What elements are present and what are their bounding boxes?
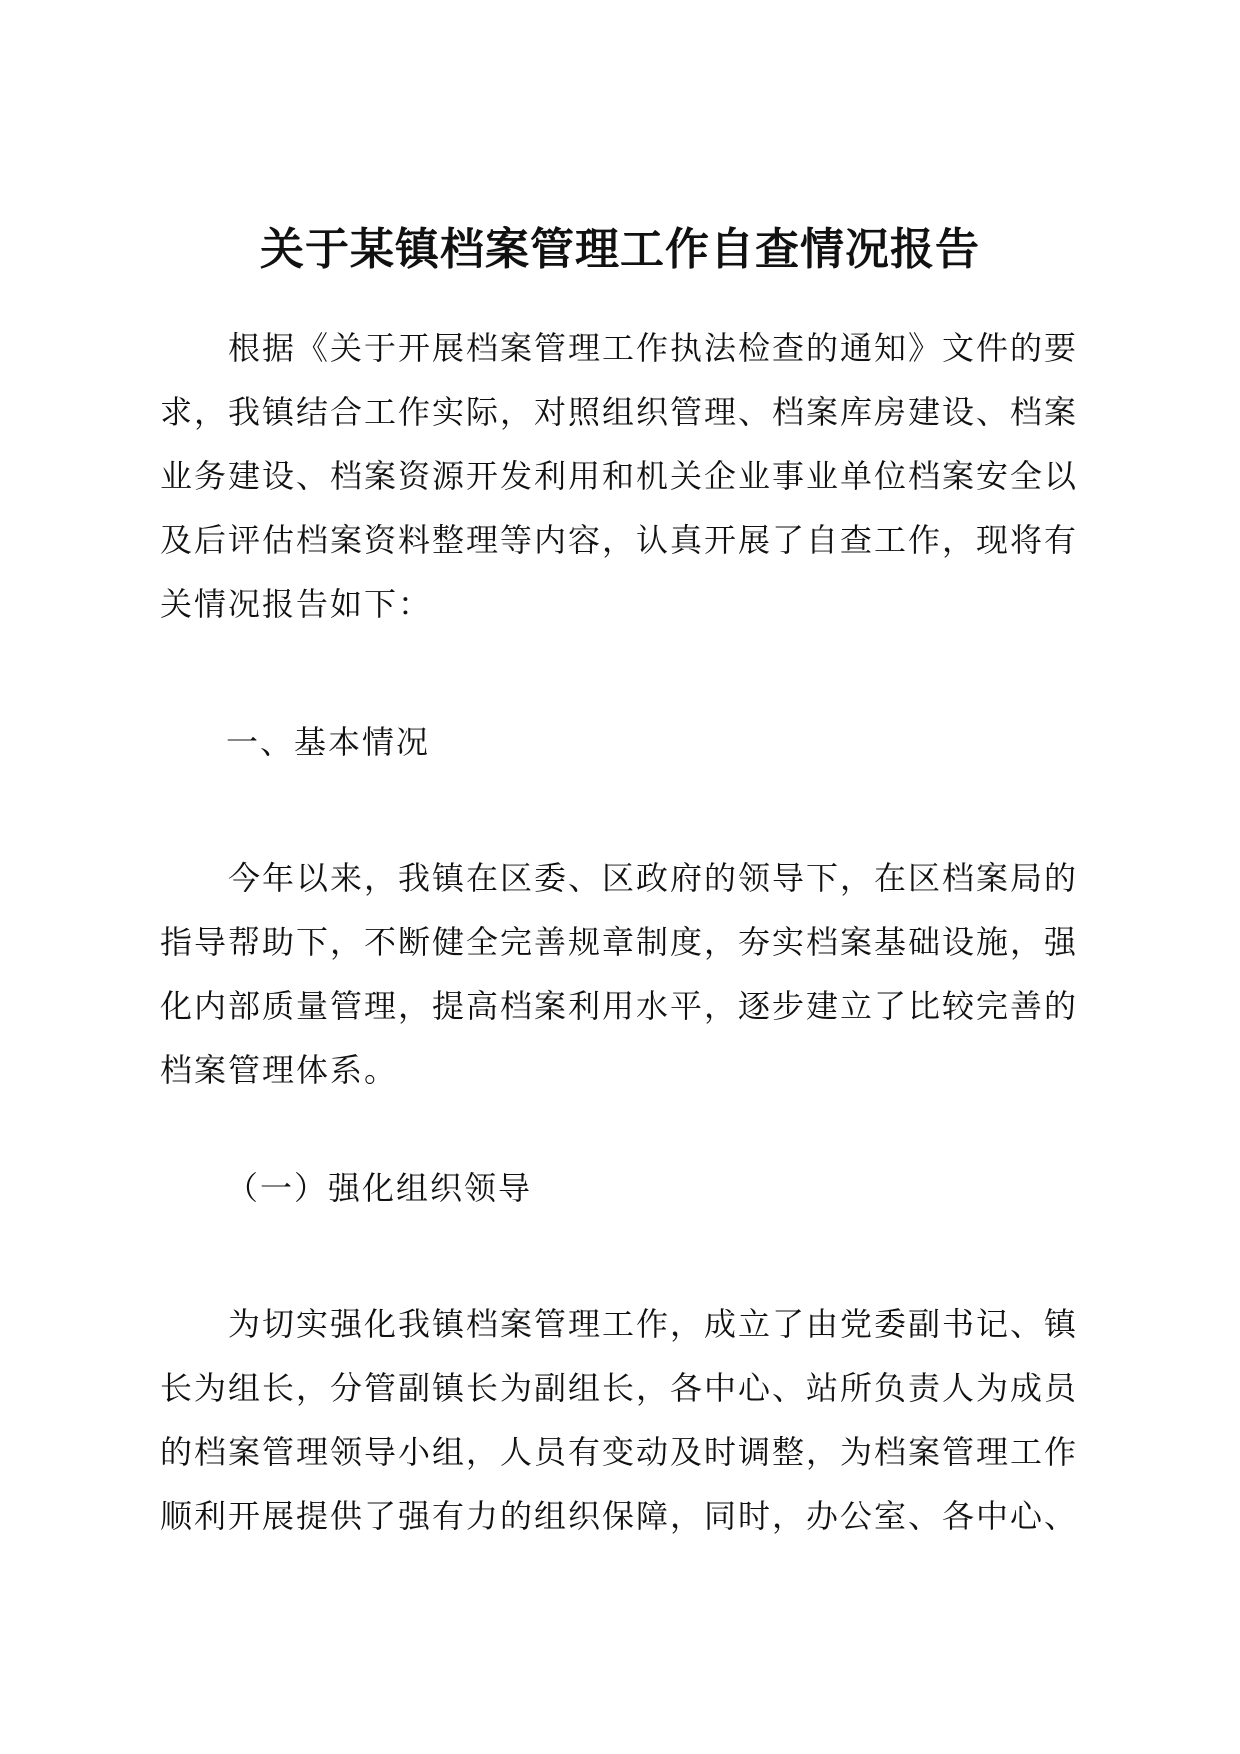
paragraph-line: 今年以来，我镇在区委、区政府的领导下，在区档案局的: [228, 859, 1079, 897]
document-title: 关于某镇档案管理工作自查情况报告: [260, 224, 980, 275]
paragraph-line: 关情况报告如下：: [160, 585, 433, 623]
subsection-heading-organization: （一）强化组织领导: [226, 1169, 533, 1207]
section-heading-basic: 一、基本情况: [226, 723, 431, 761]
paragraph-line: 顺利开展提供了强有力的组织保障，同时，办公室、各中心、: [160, 1497, 1079, 1535]
section1-paragraph: [160, 846, 1080, 1102]
paragraph-line: 根据《关于开展档案管理工作执法检查的通知》文件的要: [228, 329, 1079, 367]
paragraph-line: 为切实强化我镇档案管理工作，成立了由党委副书记、镇: [228, 1305, 1079, 1343]
paragraph-line: 业务建设、档案资源开发利用和机关企业事业单位档案安全以: [160, 457, 1079, 495]
paragraph-line: 档案管理体系。: [160, 1051, 399, 1089]
paragraph-line: 指导帮助下，不断健全完善规章制度，夯实档案基础设施，强: [160, 923, 1079, 961]
intro-paragraph: [160, 316, 1080, 636]
paragraph-line: 化内部质量管理，提高档案利用水平，逐步建立了比较完善的: [160, 987, 1079, 1025]
paragraph-line: 及后评估档案资料整理等内容，认真开展了自查工作，现将有: [160, 521, 1079, 559]
paragraph-line: 求，我镇结合工作实际，对照组织管理、档案库房建设、档案: [160, 393, 1079, 431]
paragraph-line: 长为组长，分管副镇长为副组长，各中心、站所负责人为成员: [160, 1369, 1079, 1407]
paragraph-line: 的档案管理领导小组，人员有变动及时调整，为档案管理工作: [160, 1433, 1079, 1471]
subsection1-paragraph: [160, 1292, 1080, 1548]
